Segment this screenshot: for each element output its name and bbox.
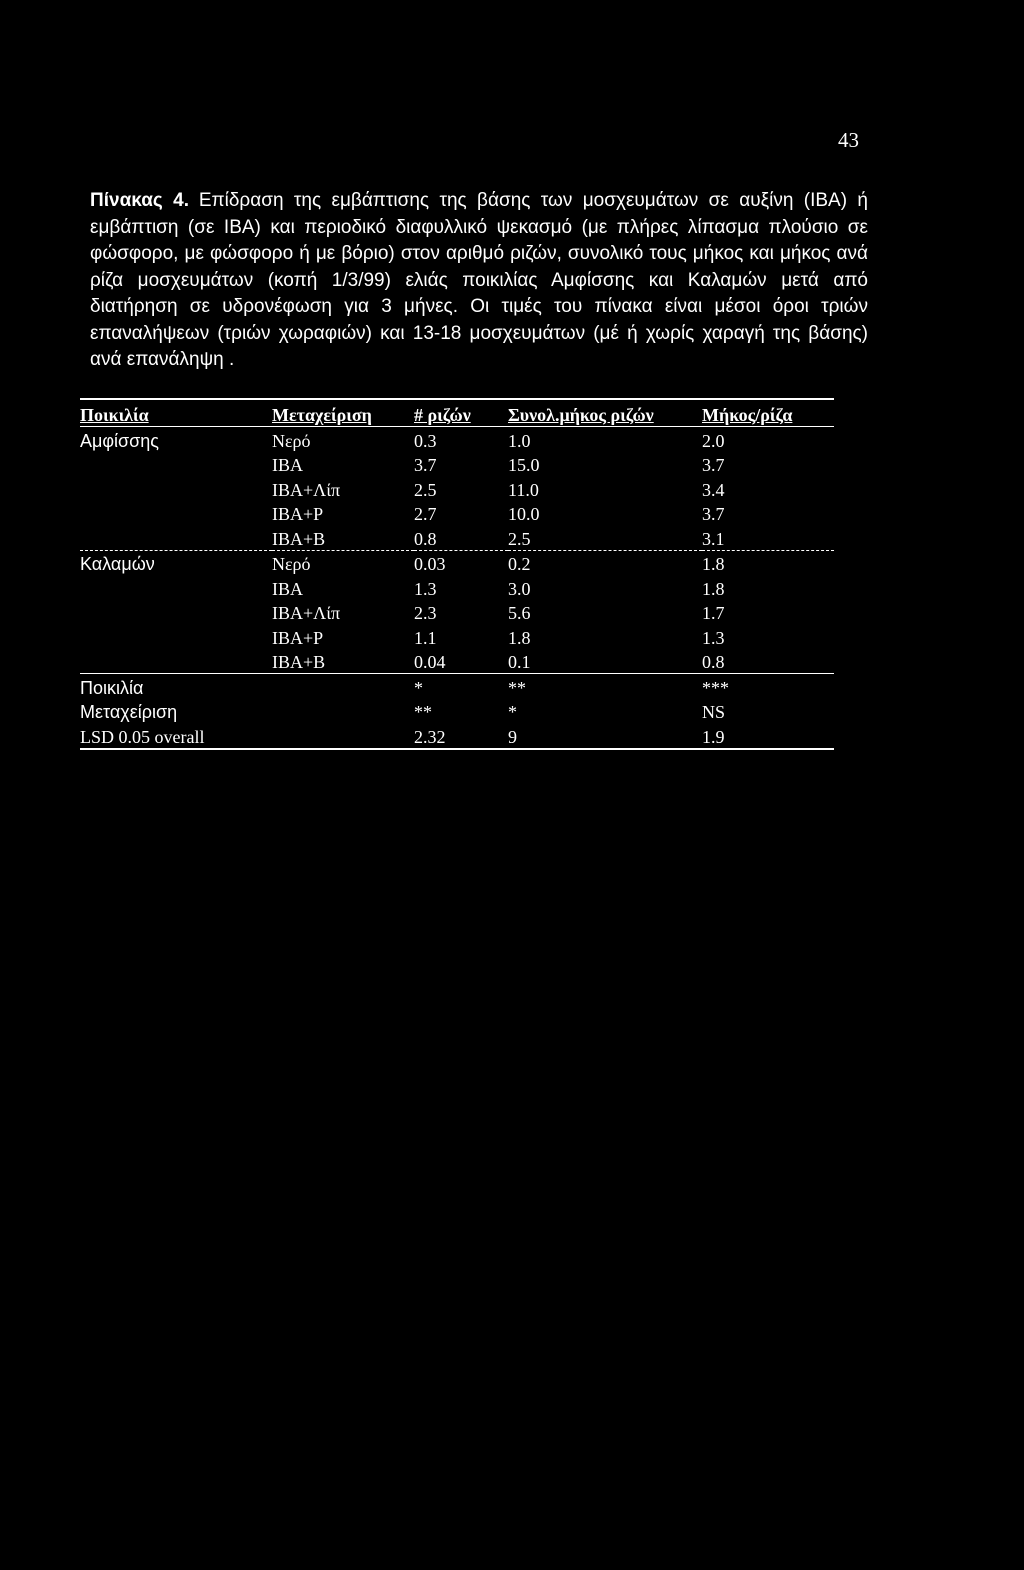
length-per-root-cell: 1.8 bbox=[702, 578, 725, 599]
roots-cell: 2.5 bbox=[414, 479, 437, 500]
treatment-cell: IBA+B bbox=[272, 649, 414, 674]
length-per-root-cell: 1.8 bbox=[702, 554, 725, 574]
table-row bbox=[80, 452, 834, 477]
length-per-root-cell: 2.0 bbox=[702, 430, 725, 451]
table-header-row bbox=[80, 399, 834, 427]
header-treatment: Μεταχείριση bbox=[272, 399, 414, 427]
variety-cell bbox=[80, 501, 272, 526]
length-per-root-cell: 3.7 bbox=[702, 455, 725, 475]
stats-row bbox=[80, 699, 834, 724]
treatment-cell: IBA+Λίπ bbox=[272, 479, 341, 500]
page-number: 43 bbox=[838, 128, 859, 152]
roots-cell: 0.04 bbox=[414, 649, 508, 674]
stats-row bbox=[80, 723, 834, 749]
stats-roots: 2.32 bbox=[414, 723, 508, 749]
length-per-root-cell: 3.7 bbox=[702, 504, 725, 524]
length-per-root-cell: 1.3 bbox=[702, 627, 725, 648]
stats-total-length: ** bbox=[508, 677, 526, 698]
header-variety: Ποικιλία bbox=[80, 399, 272, 427]
treatment-cell: IBA bbox=[272, 455, 303, 475]
stats-total-length: * bbox=[508, 702, 517, 722]
table-row bbox=[80, 624, 834, 649]
total-length-cell: 5.6 bbox=[508, 603, 531, 623]
table-caption bbox=[90, 188, 868, 374]
table-row bbox=[80, 525, 834, 550]
header-roots: # ριζών bbox=[414, 399, 508, 427]
total-length-cell: 15.0 bbox=[508, 455, 540, 475]
stats-row bbox=[80, 674, 834, 699]
table-row bbox=[80, 575, 834, 600]
roots-cell: 2.3 bbox=[414, 603, 437, 623]
total-length-cell: 10.0 bbox=[508, 504, 540, 524]
stats-length-per-root: 1.9 bbox=[702, 723, 834, 749]
roots-cell: 1.3 bbox=[414, 578, 437, 599]
variety-cell: Καλαμών bbox=[80, 554, 155, 574]
treatment-cell: IBA+B bbox=[272, 525, 414, 550]
roots-cell: 0.3 bbox=[414, 430, 437, 451]
table-row bbox=[80, 427, 834, 452]
table-row bbox=[80, 649, 834, 674]
stats-empty-cell bbox=[272, 674, 414, 699]
length-per-root-cell: 1.7 bbox=[702, 603, 725, 623]
variety-cell bbox=[80, 525, 272, 550]
roots-cell: 0.03 bbox=[414, 554, 446, 574]
roots-cell: 1.1 bbox=[414, 627, 437, 648]
roots-cell: 2.7 bbox=[414, 504, 437, 524]
total-length-cell: 0.2 bbox=[508, 554, 531, 574]
roots-cell: 3.7 bbox=[414, 455, 437, 475]
stats-empty-cell bbox=[272, 699, 414, 724]
length-per-root-cell: 3.1 bbox=[702, 525, 834, 550]
results-table bbox=[80, 398, 834, 750]
variety-cell bbox=[80, 600, 272, 625]
caption-text: Επίδραση της εμβάπτισης της βάσης των μοσχευμάτων σε αυξίνη (IBA) ή εμβάπτιση (σε IBA) και περιοδικό διαφυλλικό ψεκασμό (με πλήρες λίπασμα πλούσιο σε φώσφορο, με φώσφορο ή με βόριο) στον αριθμό ριζών, συνολικό τους μήκος και μήκος ανά ρίζα μοσχευμάτων (κοπή 1/3/99) ελιάς ποικιλίας Αμφίσσης και Καλαμών μετά από διατήρηση σε υδρονέφωση για 3 μήνες. Οι τιμές του πίνακα είναι μέσοι όροι τριών επαναλήψεων (τριών χωραφιών) και 13-18 μοσχευμάτων (μέ ή χωρίς χαραγή της βάσης) ανά επανάληψη . bbox=[90, 190, 868, 370]
total-length-cell: 0.1 bbox=[508, 649, 702, 674]
stats-total-length: 9 bbox=[508, 723, 702, 749]
variety-cell bbox=[80, 624, 272, 649]
caption-label: Πίνακας 4. bbox=[90, 190, 189, 211]
treatment-cell: Νερό bbox=[272, 430, 311, 451]
total-length-cell: 1.0 bbox=[508, 430, 531, 451]
variety-cell bbox=[80, 575, 272, 600]
stats-roots: * bbox=[414, 677, 423, 698]
stats-label: Ποικιλία bbox=[80, 677, 144, 698]
table-row bbox=[80, 600, 834, 625]
roots-cell: 0.8 bbox=[414, 525, 508, 550]
variety-cell bbox=[80, 452, 272, 477]
stats-label: Μεταχείριση bbox=[80, 702, 178, 722]
stats-length-per-root: *** bbox=[702, 677, 729, 698]
total-length-cell: 3.0 bbox=[508, 578, 531, 599]
stats-length-per-root: NS bbox=[702, 702, 726, 722]
variety-cell bbox=[80, 649, 272, 674]
treatment-cell: IBA+P bbox=[272, 627, 324, 648]
table-row bbox=[80, 476, 834, 501]
treatment-cell: IBA bbox=[272, 578, 303, 599]
stats-label: LSD 0.05 overall bbox=[80, 723, 272, 749]
stats-empty-cell bbox=[272, 723, 414, 749]
total-length-cell: 2.5 bbox=[508, 525, 702, 550]
variety-cell: Αμφίσσης bbox=[80, 430, 159, 451]
treatment-cell: IBA+Λίπ bbox=[272, 603, 341, 623]
stats-roots: ** bbox=[414, 702, 432, 722]
header-length-per-root: Μήκος/ρίζα bbox=[702, 399, 834, 427]
treatment-cell: IBA+P bbox=[272, 504, 324, 524]
total-length-cell: 11.0 bbox=[508, 479, 539, 500]
table-row bbox=[80, 550, 834, 575]
treatment-cell: Νερό bbox=[272, 554, 311, 574]
total-length-cell: 1.8 bbox=[508, 627, 531, 648]
length-per-root-cell: 3.4 bbox=[702, 479, 725, 500]
table-row bbox=[80, 501, 834, 526]
header-total-length: Συνολ.μήκος ριζών bbox=[508, 399, 702, 427]
variety-cell bbox=[80, 476, 272, 501]
length-per-root-cell: 0.8 bbox=[702, 649, 834, 674]
